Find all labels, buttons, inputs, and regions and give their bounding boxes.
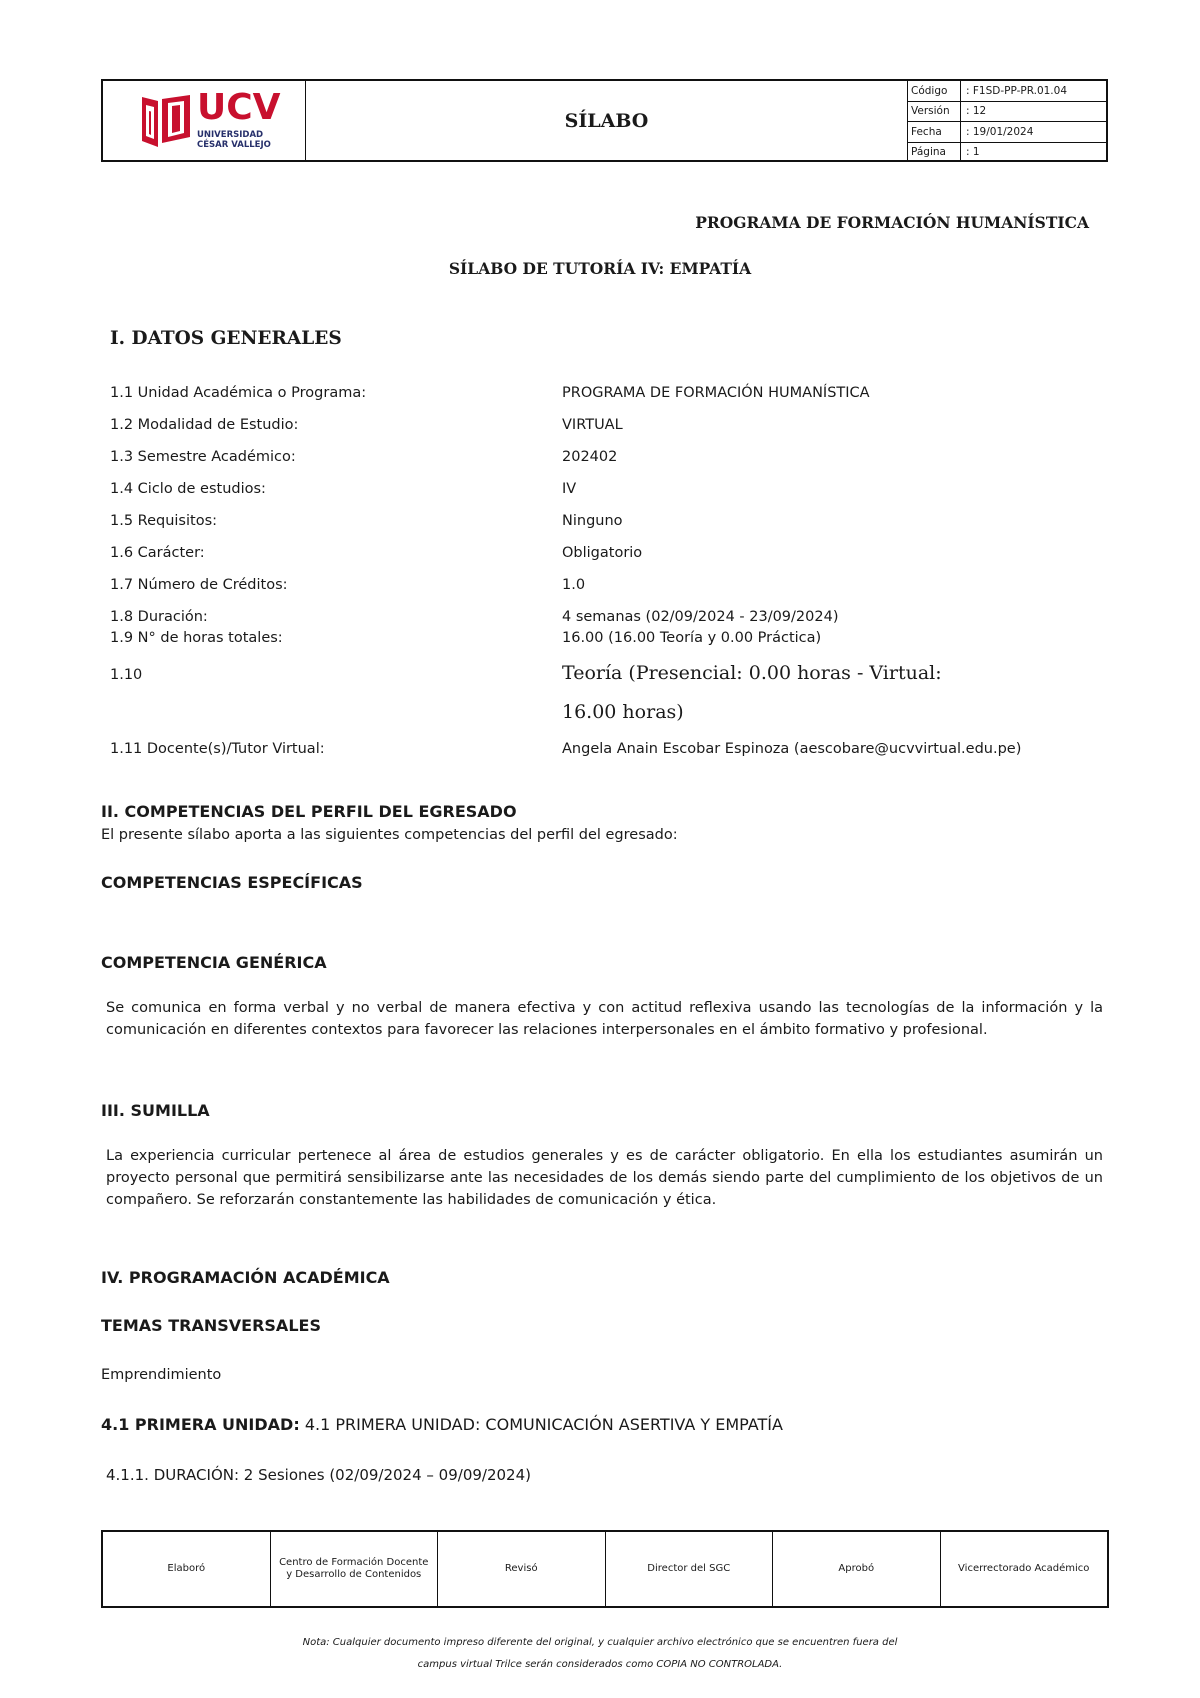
transversal-topic: Emprendimiento — [101, 1367, 222, 1383]
sumilla-text: La experiencia curricular pertenece al área de estudios generales y es de carácter obligatorio. En ella los estudiantes asumirán un proyecto personal que permitirá sensibilizarse ante las necesidades de los demás siendo parte del cumplimiento de los objetivos de un compañero. Se reforzarán constantemente las habilidades de comunicación y ética. — [106, 1148, 1103, 1208]
meta-value: : 12 — [966, 105, 987, 118]
unit-heading — [101, 1415, 783, 1434]
field-label: 1.5 Requisitos: — [110, 513, 218, 529]
generic-competency-title: COMPETENCIA GENÉRICA — [101, 953, 327, 972]
meta-label: Versión — [908, 102, 961, 122]
field-value: Ninguno — [562, 513, 623, 529]
document-header — [101, 79, 1108, 162]
field-label: 1.4 Ciclo de estudios: — [110, 481, 266, 497]
field-value: 16.00 (16.00 Teoría y 0.00 Práctica) — [562, 630, 822, 646]
footer-note-line-1: Nota: Cualquier documento impreso diferente del original, y cualquier archivo electrónico que se encuentren fuera del — [302, 1637, 898, 1648]
meta-row — [908, 143, 1106, 163]
meta-label: Código — [908, 81, 961, 101]
meta-row — [908, 81, 1106, 102]
field-value: 4 semanas (02/09/2024 - 23/09/2024) — [562, 609, 839, 625]
specific-competencies-title: COMPETENCIAS ESPECÍFICAS — [101, 873, 363, 892]
field-value: Obligatorio — [562, 545, 643, 561]
silabo-title: SÍLABO DE TUTORÍA IV: EMPATÍA — [448, 259, 752, 278]
meta-label: Página — [908, 143, 961, 163]
field-label: 1.10 — [110, 667, 143, 683]
meta-value: : 1 — [966, 146, 980, 159]
meta-label: Fecha — [908, 122, 961, 142]
meta-value: : F1SD-PP-PR.01.04 — [966, 84, 1068, 97]
logo-subtitle-2: CÉSAR VALLEJO — [197, 140, 271, 150]
section-2-title: II. COMPETENCIAS DEL PERFIL DEL EGRESADO — [101, 802, 517, 821]
section-1-title: I. DATOS GENERALES — [110, 328, 342, 349]
footer-cell: Elaboró — [103, 1532, 271, 1606]
field-value: PROGRAMA DE FORMACIÓN HUMANÍSTICA — [562, 385, 870, 401]
field-label: 1.3 Semestre Académico: — [110, 449, 296, 465]
footer-cell: Centro de Formación Docente y Desarrollo de Contenidos — [271, 1532, 439, 1606]
field-value: VIRTUAL — [562, 417, 623, 433]
generic-competency-text: Se comunica en forma verbal y no verbal de manera efectiva y con actitud reflexiva usando las tecnologías de la información y la comunicación en diferentes contextos para favorecer las relaciones interpersonales en el ámbito formativo y profesional. — [106, 1000, 1103, 1038]
field-label: 1.8 Duración: — [110, 609, 208, 625]
meta-row — [908, 122, 1106, 143]
field-label: 1.11 Docente(s)/Tutor Virtual: — [110, 741, 325, 757]
logo-subtitle-1: UNIVERSIDAD — [197, 130, 264, 140]
header-meta — [908, 81, 1106, 160]
meta-value: : 19/01/2024 — [966, 125, 1034, 138]
field-value: IV — [562, 481, 577, 497]
footer-cell: Aprobó — [773, 1532, 941, 1606]
program-name: PROGRAMA DE FORMACIÓN HUMANÍSTICA — [695, 213, 1089, 232]
field-value: Teoría (Presencial: 0.00 horas - Virtual: — [562, 662, 942, 684]
field-label: 1.6 Carácter: — [110, 545, 205, 561]
section-3-title: III. SUMILLA — [101, 1101, 210, 1120]
section-4-title: IV. PROGRAMACIÓN ACADÉMICA — [101, 1268, 390, 1287]
logo-text: UCV — [197, 87, 281, 128]
footer-cell: Revisó — [438, 1532, 606, 1606]
unit-duration: 4.1.1. DURACIÓN: 2 Sesiones (02/09/2024 – 09/09/2024) — [106, 1466, 531, 1484]
field-value: 202402 — [562, 449, 618, 465]
field-value: Angela Anain Escobar Espinoza (aescobare@ucvvirtual.edu.pe) — [562, 741, 1022, 757]
meta-row — [908, 102, 1106, 123]
approval-table — [101, 1530, 1109, 1608]
transversal-topics-title: TEMAS TRANSVERSALES — [101, 1316, 321, 1335]
footer-cell: Vicerrectorado Académico — [958, 1563, 1090, 1574]
field-label: 1.2 Modalidad de Estudio: — [110, 417, 299, 433]
field-label: 1.9 N° de horas totales: — [110, 630, 283, 646]
footer-cell: Director del SGC — [606, 1532, 774, 1606]
field-label: 1.7 Número de Créditos: — [110, 577, 288, 593]
section-2-intro: El presente sílabo aporta a las siguientes competencias del perfil del egresado: — [101, 827, 678, 843]
footer-note-line-2: campus virtual Trilce serán considerados como COPIA NO CONTROLADA. — [417, 1659, 783, 1670]
field-value: 1.0 — [562, 577, 586, 593]
unit-label: 4.1 PRIMERA UNIDAD: — [101, 1415, 300, 1434]
ucv-logo-icon — [140, 93, 192, 149]
field-value: 16.00 horas) — [562, 701, 684, 723]
unit-text: 4.1 PRIMERA UNIDAD: COMUNICACIÓN ASERTIVA Y EMPATÍA — [304, 1415, 783, 1434]
logo-cell — [103, 81, 306, 160]
header-title: SÍLABO — [306, 81, 908, 160]
field-label: 1.1 Unidad Académica o Programa: — [110, 385, 367, 401]
